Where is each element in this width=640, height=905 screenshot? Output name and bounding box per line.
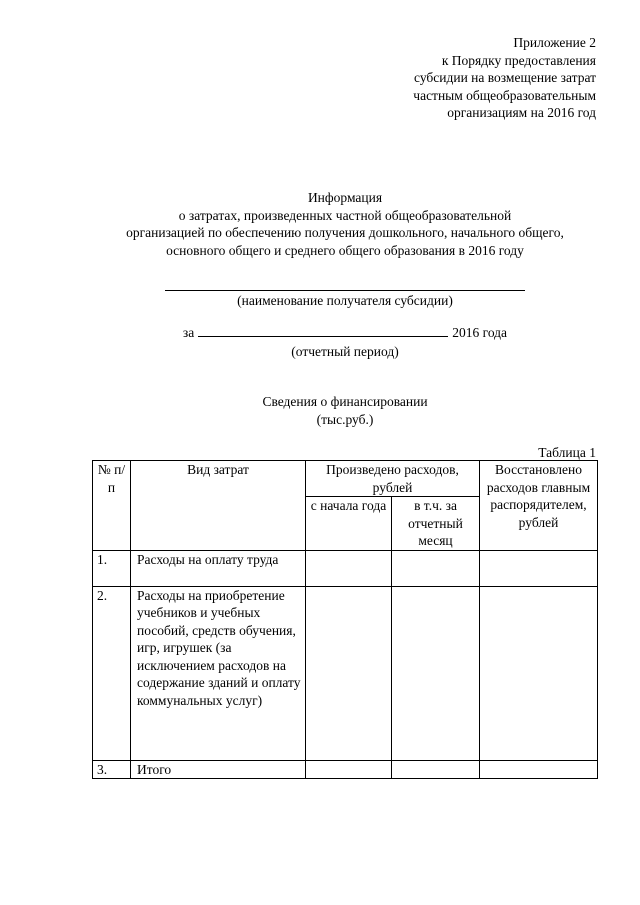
period-blank-line bbox=[198, 323, 448, 337]
row-number: 3. bbox=[93, 760, 131, 779]
period-block bbox=[100, 323, 590, 360]
cell-restored bbox=[480, 760, 598, 779]
header-num: № п/п bbox=[93, 461, 131, 551]
expenses-table bbox=[92, 460, 598, 779]
title-line: основного общего и среднего общего образования в 2016 году bbox=[166, 242, 524, 258]
table-row bbox=[93, 760, 598, 779]
header-row bbox=[93, 461, 598, 497]
funding-unit: (тыс.руб.) bbox=[316, 411, 374, 427]
table-label: Таблица 1 bbox=[538, 445, 596, 460]
header-incl-month: в т.ч. за отчетный месяц bbox=[392, 497, 480, 551]
title-line: о затратах, произведенных частной общеобразовательной bbox=[178, 207, 512, 223]
cell-incl-month bbox=[392, 760, 480, 779]
appendix-line: организациям на 2016 год bbox=[447, 105, 596, 120]
recipient-block bbox=[100, 276, 590, 309]
funding-heading bbox=[100, 393, 590, 428]
appendix-line: субсидии на возмещение затрат bbox=[414, 70, 596, 85]
cell-incl-month bbox=[392, 586, 480, 760]
header-restored: Восстановлено расходов главным распорядителем, рублей bbox=[480, 461, 598, 551]
header-spent: Произведено расходов, рублей bbox=[306, 461, 480, 497]
appendix-block bbox=[413, 34, 596, 122]
cell-from-start bbox=[306, 550, 392, 586]
period-prefix: за bbox=[182, 325, 195, 340]
title-line: организацией по обеспечению получения дошкольного, начального общего, bbox=[126, 225, 564, 240]
recipient-caption: (наименование получателя субсидии) bbox=[237, 293, 453, 308]
table-row bbox=[93, 586, 598, 760]
row-kind: Итого bbox=[131, 760, 306, 779]
header-kind: Вид затрат bbox=[131, 461, 306, 551]
row-kind: Расходы на приобретение учебников и учебных пособий, средств обучения, игр, игрушек (за исключением расходов на содержание зданий и оплату коммунальных услуг) bbox=[131, 586, 306, 760]
cell-restored bbox=[480, 586, 598, 760]
row-number: 1. bbox=[93, 550, 131, 586]
header-from-start: с начала года bbox=[306, 497, 392, 551]
cell-restored bbox=[480, 550, 598, 586]
appendix-line: частным общеобразовательным bbox=[413, 87, 596, 103]
table-row bbox=[93, 550, 598, 586]
funding-title: Сведения о финансировании bbox=[262, 394, 428, 409]
document-title bbox=[60, 189, 630, 259]
cell-incl-month bbox=[392, 550, 480, 586]
appendix-line: Приложение 2 bbox=[513, 35, 596, 50]
period-caption: (отчетный период) bbox=[291, 344, 399, 359]
cell-from-start bbox=[306, 586, 392, 760]
recipient-blank-line bbox=[165, 276, 525, 291]
cell-from-start bbox=[306, 760, 392, 779]
appendix-line: к Порядку предоставления bbox=[441, 52, 596, 68]
period-suffix: 2016 года bbox=[452, 325, 508, 340]
period-row bbox=[100, 323, 590, 342]
row-kind: Расходы на оплату труда bbox=[131, 550, 306, 586]
row-number: 2. bbox=[93, 586, 131, 760]
title-heading: Информация bbox=[307, 190, 383, 205]
